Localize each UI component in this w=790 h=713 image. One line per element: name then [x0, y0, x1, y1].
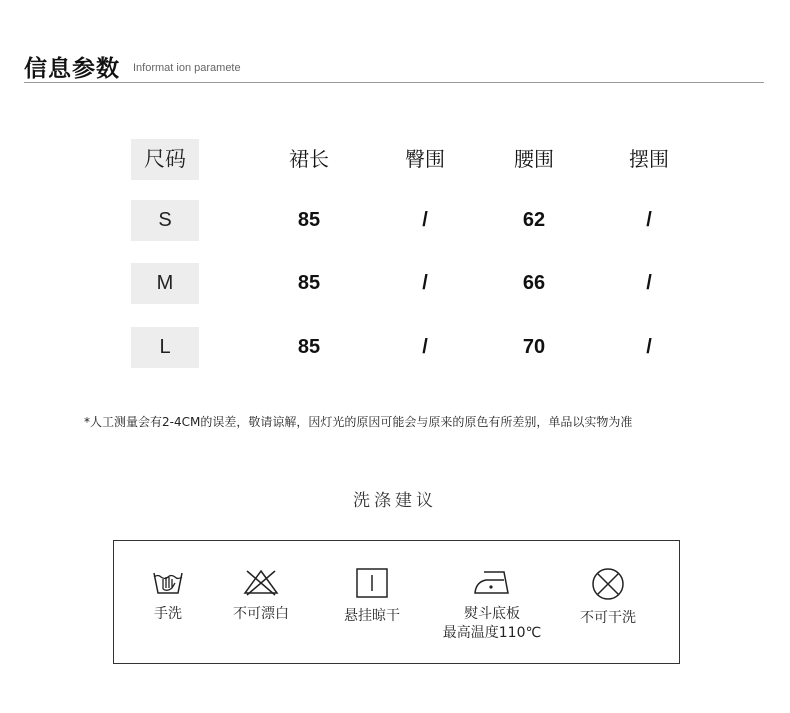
section-header: [24, 50, 764, 83]
table-cell: /: [422, 272, 428, 294]
table-header-row: [131, 139, 691, 180]
column-header-hem: 摆围: [629, 147, 669, 171]
table-cell: /: [422, 336, 428, 358]
no-dry-clean-icon: [589, 567, 627, 601]
care-item-no-bleach: [226, 567, 296, 624]
care-title: 洗涤建议: [353, 491, 437, 511]
care-item-no-dry-clean: [572, 567, 644, 628]
table-cell: 70: [522, 336, 546, 358]
column-header-hip: 臀围: [405, 147, 445, 171]
table-row: [131, 200, 691, 241]
table-cell: /: [422, 209, 428, 231]
care-label: 熨斗底板: [464, 606, 520, 622]
care-label-temperature: 最高温度110℃: [442, 625, 542, 641]
care-instructions-box: [113, 540, 680, 664]
table-row: [131, 263, 691, 304]
section-title: 信息参数: [24, 56, 120, 82]
care-item-hand-wash: [146, 567, 190, 624]
iron-icon: [470, 567, 514, 597]
table-cell: 66: [522, 272, 546, 294]
table-cell: /: [646, 336, 652, 358]
care-item-hang-dry: [336, 567, 408, 626]
care-label: 不可漂白: [233, 606, 289, 622]
care-label: 不可干洗: [580, 610, 636, 626]
care-label: 手洗: [154, 606, 182, 622]
care-label: 悬挂晾干: [344, 608, 400, 624]
table-cell: 85: [297, 209, 321, 231]
column-header-skirt-length: 裙长: [289, 147, 329, 171]
table-cell: 62: [522, 209, 546, 231]
table-cell: 85: [297, 272, 321, 294]
table-cell: /: [646, 272, 652, 294]
care-item-iron: [437, 567, 547, 643]
column-header-waist: 腰围: [514, 147, 554, 171]
table-row: [131, 327, 691, 368]
section-subtitle: Informat ion paramete: [133, 62, 241, 74]
column-header-size: 尺码: [131, 139, 199, 180]
measurement-note: *人工测量会有2-4CM的误差，敬请谅解，因灯光的原因可能会与原来的原色有所差别，单品以实物为准: [84, 415, 633, 429]
size-label: S: [131, 200, 199, 241]
table-cell: /: [646, 209, 652, 231]
size-label: L: [131, 327, 199, 368]
hang-dry-icon: [355, 567, 389, 599]
size-label: M: [131, 263, 199, 304]
table-cell: 85: [297, 336, 321, 358]
hand-wash-icon: [151, 567, 185, 597]
no-bleach-icon: [240, 567, 282, 597]
